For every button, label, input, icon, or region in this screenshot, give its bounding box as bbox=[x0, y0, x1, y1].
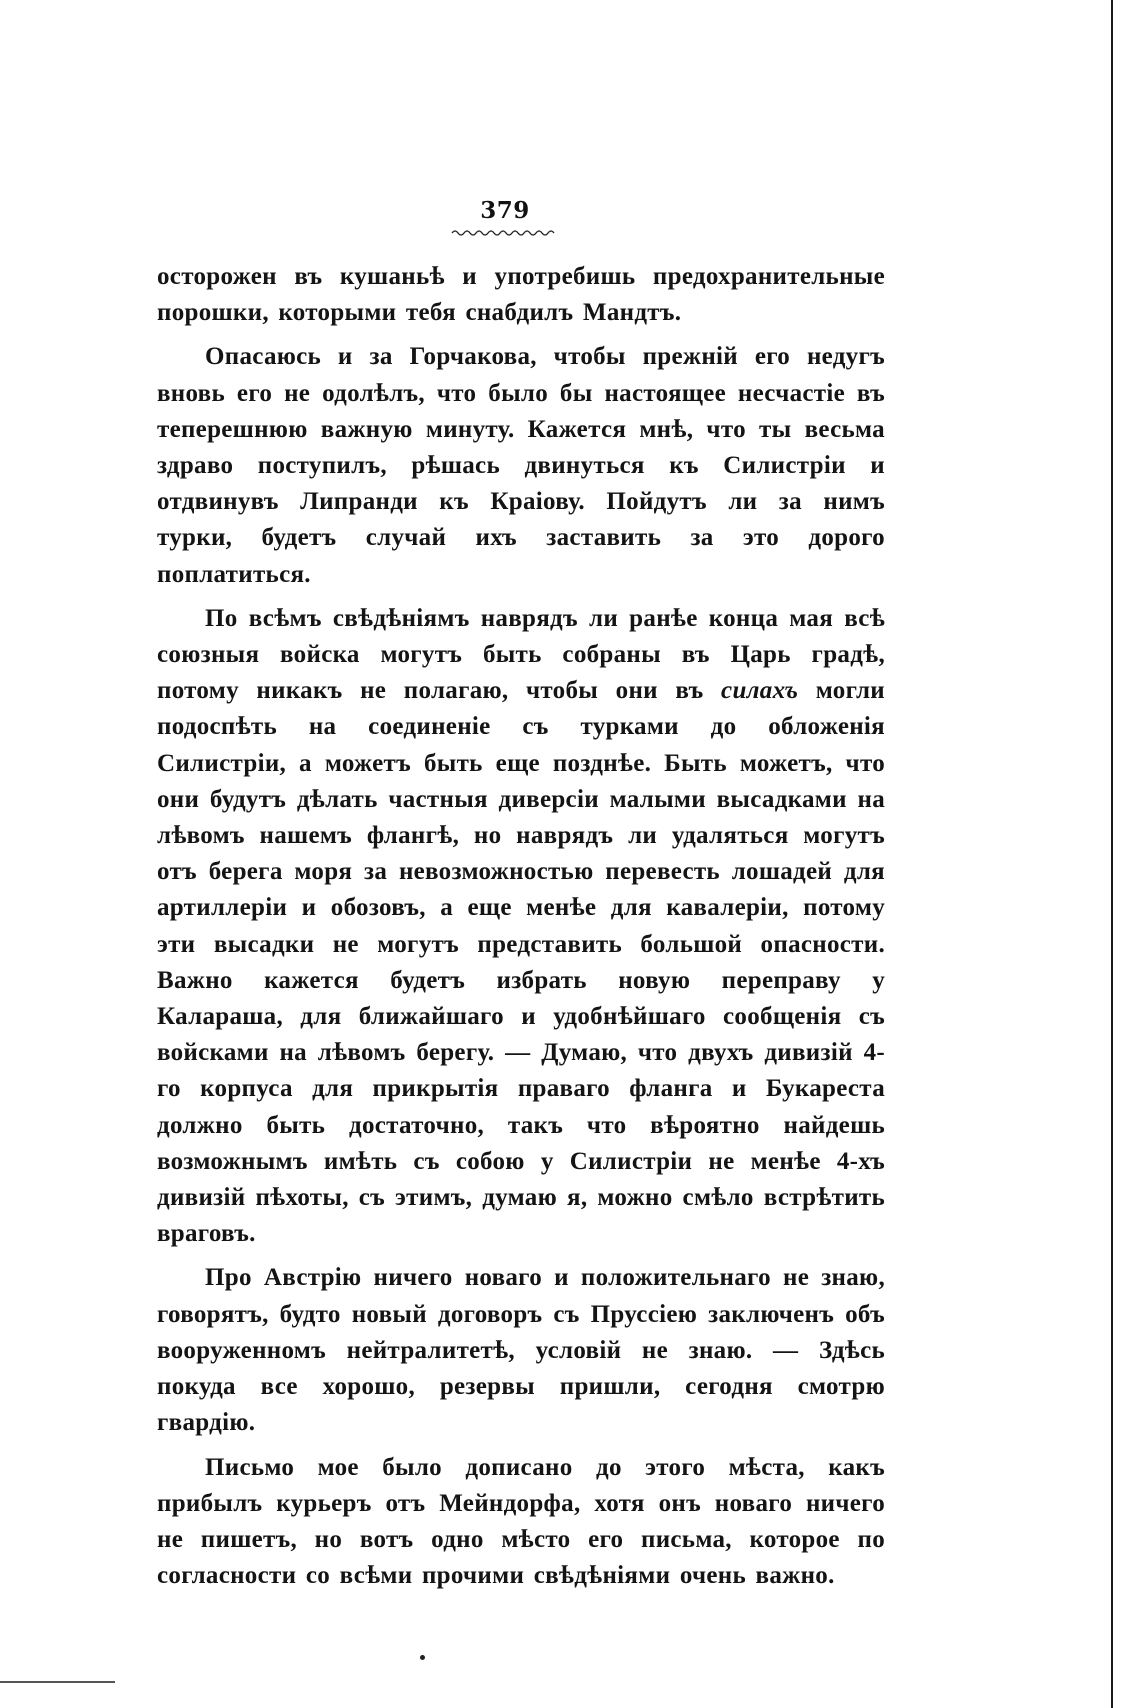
paragraph-3 bbox=[157, 601, 885, 1253]
bottom-rule bbox=[0, 1681, 115, 1683]
paragraph-5: Письмо мое было дописано до этого мѣста, какъ прибылъ курьеръ отъ Мейндорфа, хотя онъ новаго ничего не пишетъ, но вотъ одно мѣсто его письма, которое по согласности со всѣми прочими свѣдѣніями очень важно. bbox=[157, 1453, 885, 1590]
page-number: 379 bbox=[480, 197, 530, 224]
gutter-line bbox=[1111, 0, 1113, 1708]
ink-spot bbox=[420, 1655, 425, 1660]
italic-word: силахъ bbox=[721, 677, 799, 705]
paragraph-3-part-2: могли подоспѣть на соединеніе съ турками до обложенія Силистріи, а можетъ быть еще позднѣе. Быть можетъ, что они будутъ дѣлать частныя диверсіи малыми высадками на лѣвомъ нашемъ флангѣ, но наврядъ ли удаляться могутъ отъ берега моря за невозможностью перевесть лошадей для артиллеріи и обозовъ, а еще менѣе для кавалеріи, потому эти высадки не могутъ представить большой опасности. Важно кажется будетъ избрать новую переправу у Калараша, для ближайшаго и удобнѣйшаго сообщенія съ войсками на лѣвомъ берегу. — Думаю, что двухъ дивизій 4-го корпуса для прикрытія праваго фланга и Букареста должно быть достаточно, такъ что вѣроятно найдешь возможнымъ имѣть съ собою у Силистріи не менѣе 4-хъ дивизій пѣхоты, съ этимъ, думаю я, можно смѣло встрѣтить враговъ. bbox=[157, 677, 886, 1248]
page-header bbox=[430, 198, 580, 238]
body-text bbox=[157, 259, 885, 1602]
ornament-wave-icon bbox=[450, 228, 560, 238]
paragraph-3-part-1: По всѣмъ свѣдѣніямъ наврядъ ли ранѣе конца мая всѣ союзныя войска могутъ быть собраны въ Царь градѣ, потому никакъ не полагаю, чтобы они въ bbox=[157, 604, 885, 705]
paragraph-4: Про Австрію ничего новаго и положительнаго не знаю, говорятъ, будто новый договоръ съ Пруссіею заключенъ объ вооруженномъ нейтралитетѣ, условій не знаю. — Здѣсь покуда все хорошо, резервы пришли, сегодня смотрю гвардію. bbox=[157, 1264, 885, 1437]
paragraph-1: осторожен въ кушаньѣ и употребишь предохранительные порошки, которыми тебя снабдилъ Мандтъ. bbox=[157, 263, 885, 327]
paragraph-2: Опасаюсь и за Горчакова, чтобы прежній его недугъ вновь его не одолѣлъ, что было бы настоящее несчастіе въ теперешнюю важную минуту. Кажется мнѣ, что ты весьма здраво поступилъ, рѣшась двинуться къ Силистріи и отдвинувъ Липранди къ Краiову. Пойдутъ ли за нимъ турки, будетъ случай ихъ заставить за это дорого поплатиться. bbox=[157, 343, 885, 588]
